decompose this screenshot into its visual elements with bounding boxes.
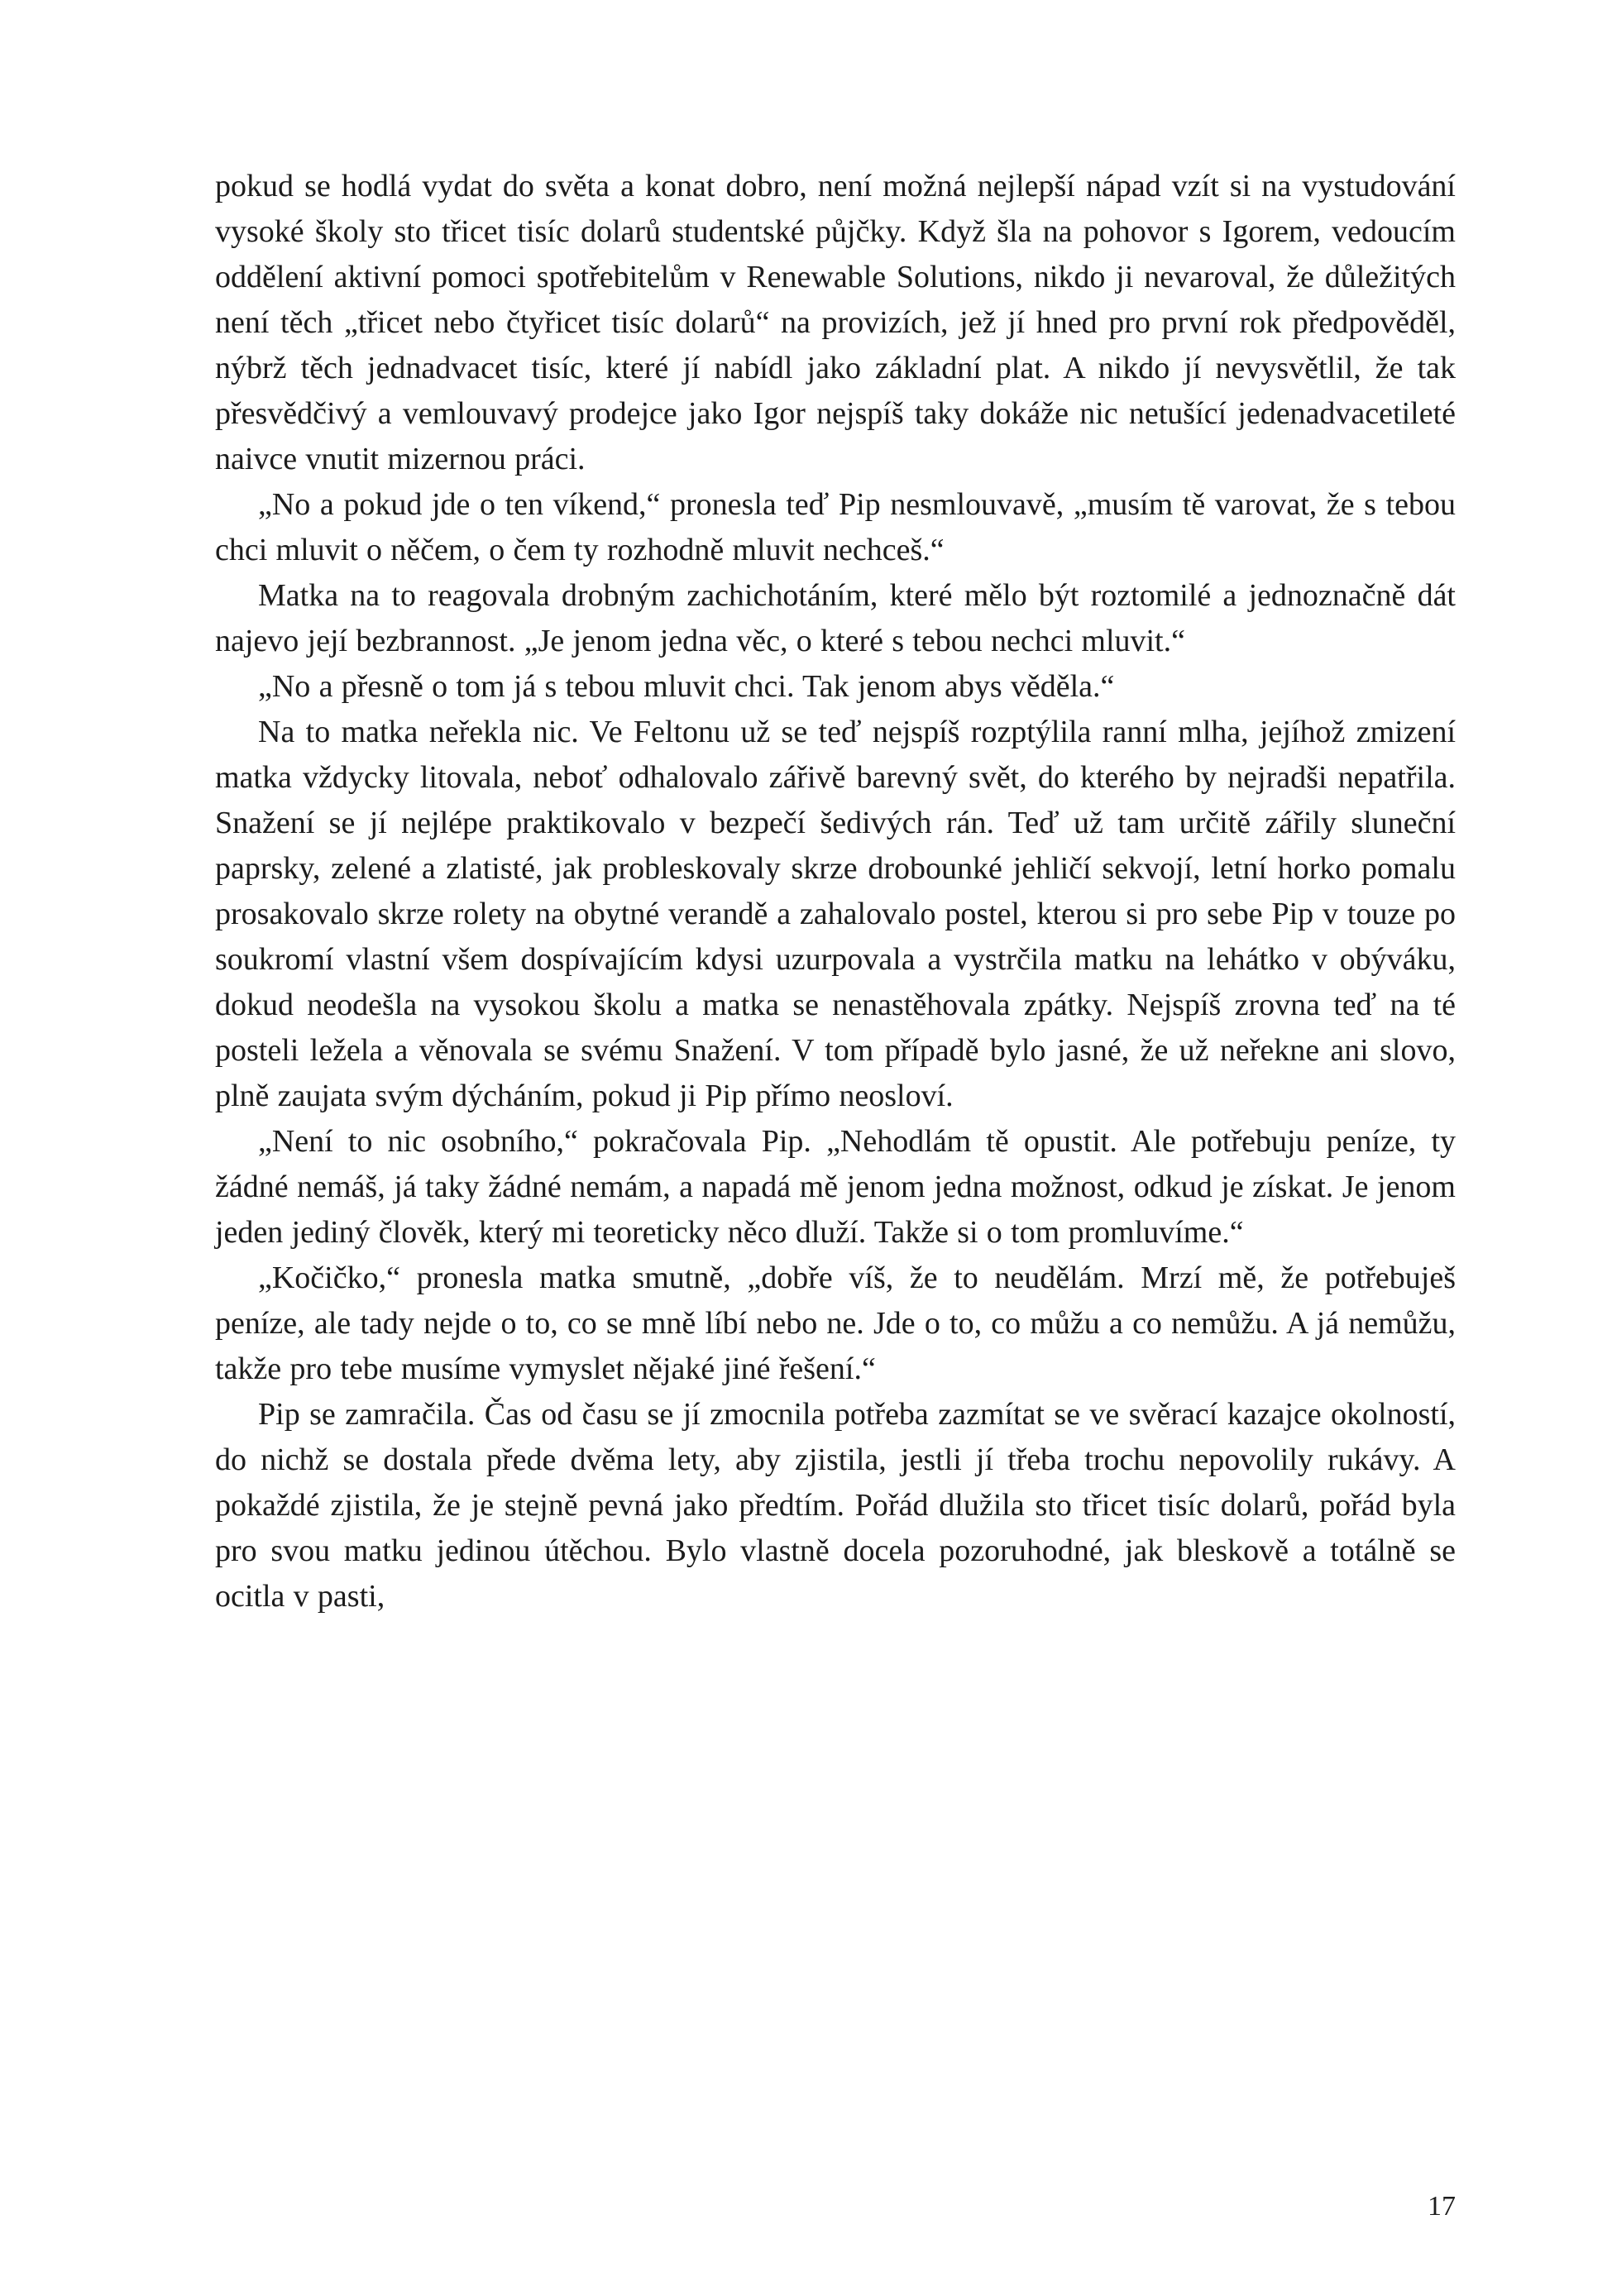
paragraph: „Není to nic osobního,“ pokračovala Pip. „Nehodlám tě opustit. Ale potřebuju peníze, ty žádné nemáš, já taky žádné nemám, a napadá mě jenom jedna možnost, odkud je získat. Je jenom jeden jediný člověk, který mi teoreticky něco dluží. Takže si o tom promluvíme.“ [215, 1124, 1456, 1250]
paragraph: „Kočičko,“ pronesla matka smutně, „dobře víš, že to neudělám. Mrzí mě, že potřebuješ peníze, ale tady nejde o to, co se mně líbí nebo ne. Jde o to, co můžu a co nemůžu. A já nemůžu, takže pro tebe musíme vymyslet nějaké jiné řešení.“ [215, 1260, 1456, 1386]
paragraph: „No a pokud jde o ten víkend,“ pronesla teď Pip nesmlouvavě, „musím tě varovat, že s tebou chci mluvit o něčem, o čem ty rozhodně mluvit nechceš.“ [215, 487, 1456, 567]
paragraph: Matka na to reagovala drobným zachichotáním, které mělo být roztomilé a jednoznačně dát najevo její bezbrannost. „Je jenom jedna věc, o které s tebou nechci mluvit.“ [215, 578, 1456, 658]
text-block [215, 164, 1456, 1619]
paragraph: pokud se hodlá vydat do světa a konat dobro, není možná nejlepší nápad vzít si na vystudování vysoké školy sto třicet tisíc dolarů studentské půjčky. Když šla na pohovor s Igorem, vedoucím oddělení aktivní pomoci spotřebitelům v Renewable Solutions, nikdo ji nevaroval, že důležitých není těch „třicet nebo čtyřicet tisíc dolarů“ na provizích, jež jí hned pro první rok předpověděl, nýbrž těch jednadvacet tisíc, které jí nabídl jako základní plat. A nikdo jí nevysvětlil, že tak přesvědčivý a vemlouvavý prodejce jako Igor nejspíš taky dokáže nic netušící jedenadvacetileté naivce vnutit mizernou práci. [215, 169, 1456, 476]
paragraph: Pip se zamračila. Čas od času se jí zmocnila potřeba zazmítat se ve svěrací kazajce okolností, do nichž se dostala přede dvěma lety, aby zjistila, jestli jí třeba trochu nepovolily rukávy. A pokaždé zjistila, že je stejně pevná jako předtím. Pořád dlužila sto třicet tisíc dolarů, pořád byla pro svou matku jedinou útěchou. Bylo vlastně docela pozoruhodné, jak bleskově a totálně se ocitla v pasti, [215, 1397, 1456, 1614]
paragraph: „No a přesně o tom já s tebou mluvit chci. Tak jenom abys věděla.“ [258, 669, 1115, 704]
paragraph: Na to matka neřekla nic. Ve Feltonu už se teď nejspíš rozptýlila ranní mlha, jejíhož zmizení matka vždycky litovala, neboť odhalovalo zářivě barevný svět, do kterého by nejradši nepatřila. Snažení se jí nejlépe praktikovalo v bezpečí šedivých rán. Teď už tam určitě zářily sluneční paprsky, zelené a zlatisté, jak probleskovaly skrze drobounké jehličí sekvojí, letní horko pomalu prosakovalo skrze rolety na obytné verandě a zahalovalo postel, kterou si pro sebe Pip v touze po soukromí vlastní všem dospívajícím kdysi uzurpovala a vystrčila matku na lehátko v obýváku, dokud neodešla na vysokou školu a matka se nenastěhovala zpátky. Nejspíš zrovna teď na té posteli ležela a věnovala se svému Snažení. V tom případě bylo jasné, že už neřekne ani slovo, plně zaujata svým dýcháním, pokud ji Pip přímo neosloví. [215, 715, 1456, 1113]
page-number: 17 [1428, 2191, 1456, 2222]
